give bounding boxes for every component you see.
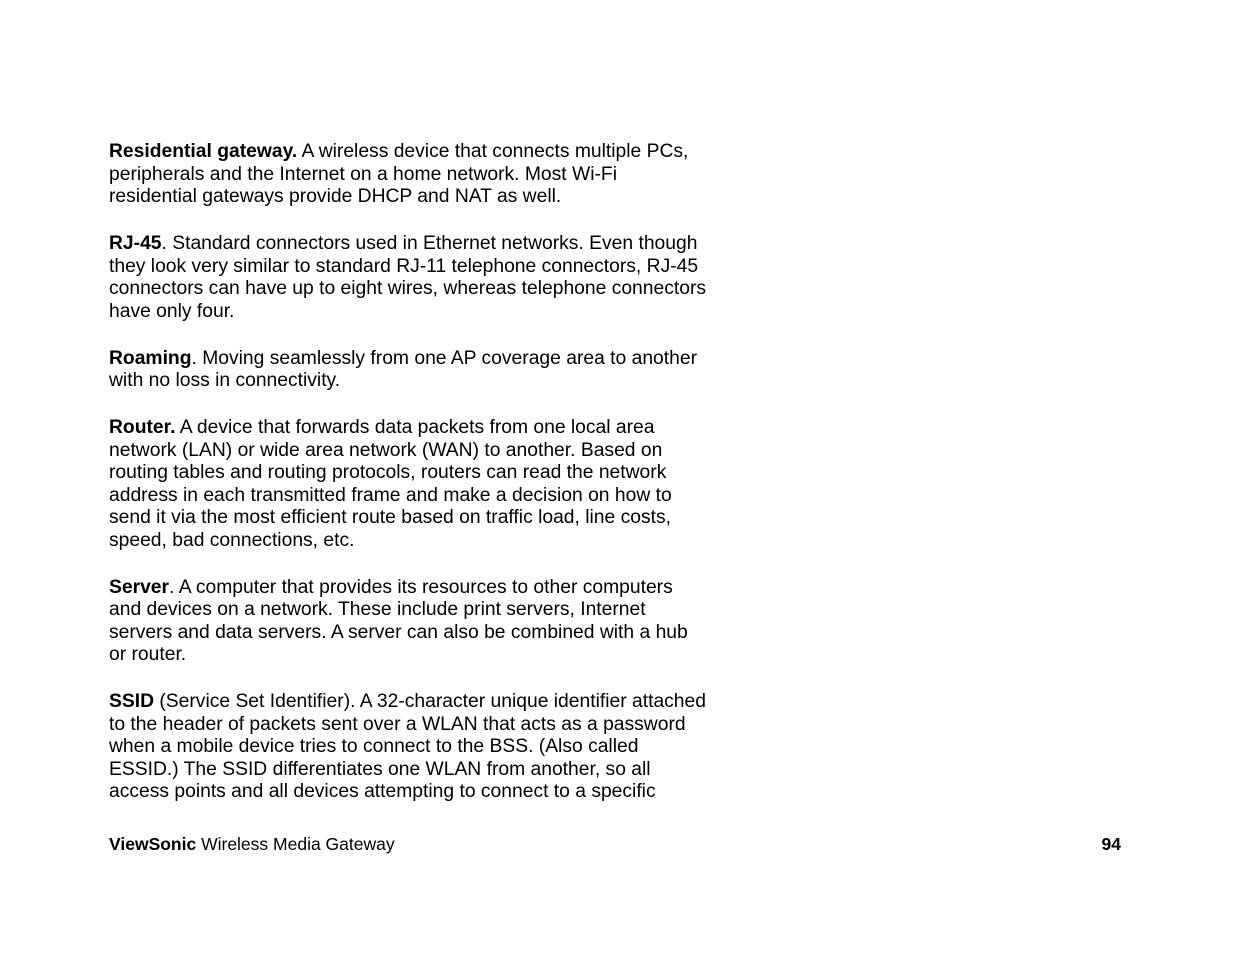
glossary-definition: (Service Set Identifier). A 32-character unique identifier attached to the header of packets sent over a WLAN that acts as a password when a mobile device tries to connect to the BSS. (Also called ESSID.) The SSID differentiates one WLAN from another, so all access points and all devices attempting to connect to a specific: [109, 691, 706, 802]
glossary-term: Roaming: [109, 347, 192, 369]
glossary-definition: A wireless device that connects multiple PCs, peripherals and the Internet on a home network. Most Wi-Fi residential gateways provide DHCP and NAT as well.: [109, 141, 689, 207]
glossary-entry-residential-gateway: [109, 141, 709, 209]
page-footer: [109, 833, 395, 855]
glossary-entry-server: [109, 577, 709, 667]
glossary-term: Router.: [109, 417, 176, 438]
glossary-term: Residential gateway.: [109, 141, 298, 162]
footer-brand: ViewSonic: [109, 834, 197, 854]
glossary-entry-rj-45: [109, 233, 709, 323]
glossary-definition: . A computer that provides its resources to other computers and devices on a network. These include print servers, Internet servers and data servers. A server can also be combined with a hub or router.: [109, 576, 688, 665]
glossary-entry-ssid: [109, 691, 709, 804]
glossary-definition: A device that forwards data packets from one local area network (LAN) or wide area network (WAN) to another. Based on routing tables and routing protocols, routers can read the network address in each transmitted frame and make a decision on how to send it via the most efficient route based on traffic load, line costs, speed, bad connections, etc.: [109, 417, 672, 551]
glossary-content: [109, 141, 709, 828]
footer-product: Wireless Media Gateway: [196, 834, 395, 854]
page-number: 94: [1101, 834, 1121, 854]
glossary-entry-router: [109, 417, 709, 552]
glossary-definition: . Standard connectors used in Ethernet networks. Even though they look very similar to standard RJ-11 telephone connectors, RJ-45 connectors can have up to eight wires, whereas telephone connectors have only four.: [109, 233, 707, 322]
glossary-entry-roaming: [109, 348, 709, 393]
glossary-term: RJ-45: [109, 233, 162, 254]
glossary-term: SSID: [109, 691, 155, 712]
glossary-term: Server: [109, 576, 170, 598]
glossary-definition: . Moving seamlessly from one AP coverage area to another with no loss in connectivity.: [109, 347, 697, 391]
